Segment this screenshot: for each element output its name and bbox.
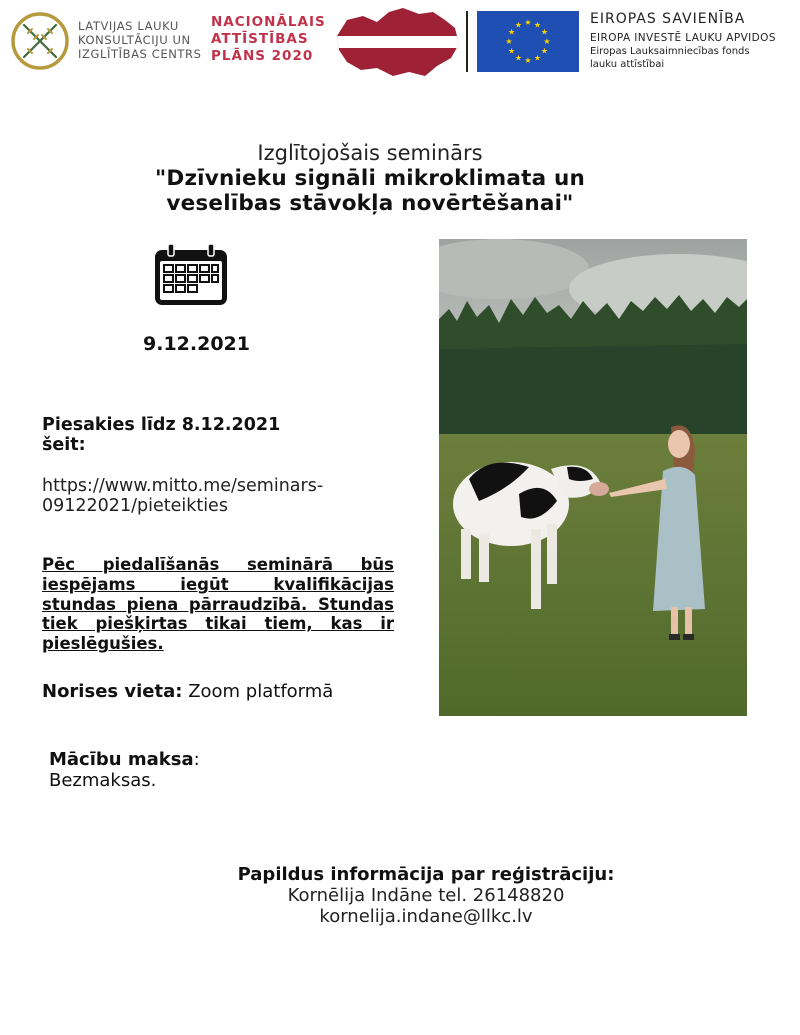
qualification-note: Pēc piedalīšanās seminārā būs iespējams iegūt kvalifikācijas stundas piena pārraudzībā. Stundas tiek piešķirtas tikai tiem, kas ir pieslēgušies. [42, 555, 394, 654]
cow-and-girl-photo [439, 239, 747, 716]
seminar-title-line-1: "Dzīvnieku signāli mikroklimata un [155, 166, 585, 191]
llkc-line-3: IZGLĪTĪBAS CENTRS [78, 47, 202, 61]
nap-line-2: ATTĪSTĪBAS [211, 31, 309, 47]
venue-value: Zoom platformā [188, 681, 334, 702]
llkc-line-2: KONSULTĀCIJU UN [78, 33, 191, 47]
eu-star-icon: ★ [507, 46, 516, 56]
fee [49, 749, 200, 791]
registration-link[interactable] [42, 476, 392, 516]
contact-heading: Papildus informācija par reģistrāciju: [237, 864, 615, 885]
nap-line-3: PLĀNS 2020 [211, 48, 314, 64]
llkc-name [78, 19, 202, 61]
eu-star-icon: ★ [514, 53, 523, 63]
eu-title: EIROPAS SAVIENĪBA [590, 11, 746, 27]
nap-logo [211, 14, 326, 65]
eu-star-icon: ★ [524, 18, 532, 27]
register-deadline-line-2: šeit: [42, 435, 86, 455]
eu-label [590, 10, 776, 71]
eu-star-icon: ★ [533, 20, 542, 30]
eu-star-icon: ★ [505, 37, 513, 46]
llkc-wheat-circle-icon [10, 11, 70, 71]
eu-star-icon: ★ [543, 37, 551, 46]
seminar-title-line-2: veselības stāvokļa novērtēšanai" [166, 191, 574, 216]
venue [42, 681, 333, 702]
eu-star-icon: ★ [524, 56, 532, 65]
nap-line-1: NACIONĀLAIS [211, 14, 326, 30]
eu-star-icon: ★ [533, 53, 542, 63]
event-date: 9.12.2021 [143, 333, 250, 355]
eu-fund-line-2: lauku attīstībai [590, 59, 665, 70]
calendar-icon [153, 243, 229, 307]
eu-star-icon: ★ [540, 27, 549, 37]
eu-star-icon: ★ [507, 27, 516, 37]
registration-link-line-1[interactable]: https://www.mitto.me/seminars- [42, 476, 324, 496]
register-deadline [42, 415, 342, 455]
latvia-flag-map-icon [333, 6, 463, 78]
contact-phone: Kornēlija Indāne tel. 26148820 [287, 885, 565, 906]
header-divider [466, 11, 468, 72]
llkc-logo [10, 10, 202, 72]
registration-link-line-2[interactable]: 09122021/pieteikties [42, 496, 228, 516]
contact-info [0, 864, 800, 927]
eu-star-icon: ★ [540, 46, 549, 56]
eu-subtitle: EIROPA INVESTĒ LAUKU APVIDOS [590, 32, 776, 44]
register-deadline-line-1: Piesakies līdz 8.12.2021 [42, 415, 281, 435]
eu-star-icon: ★ [514, 20, 523, 30]
venue-label: Norises vieta: [42, 681, 183, 702]
fee-value: Bezmaksas. [49, 770, 157, 791]
eu-flag-icon [477, 11, 579, 72]
llkc-line-1: LATVIJAS LAUKU [78, 19, 179, 33]
contact-email[interactable]: kornelija.indane@llkc.lv [319, 906, 533, 927]
fee-label: Mācību maksa [49, 749, 194, 770]
seminar-type: Izglītojošais seminārs [257, 141, 483, 165]
seminar-title [0, 140, 800, 216]
eu-fund-line-1: Eiropas Lauksaimniecības fonds [590, 46, 750, 57]
fee-colon: : [193, 749, 200, 770]
